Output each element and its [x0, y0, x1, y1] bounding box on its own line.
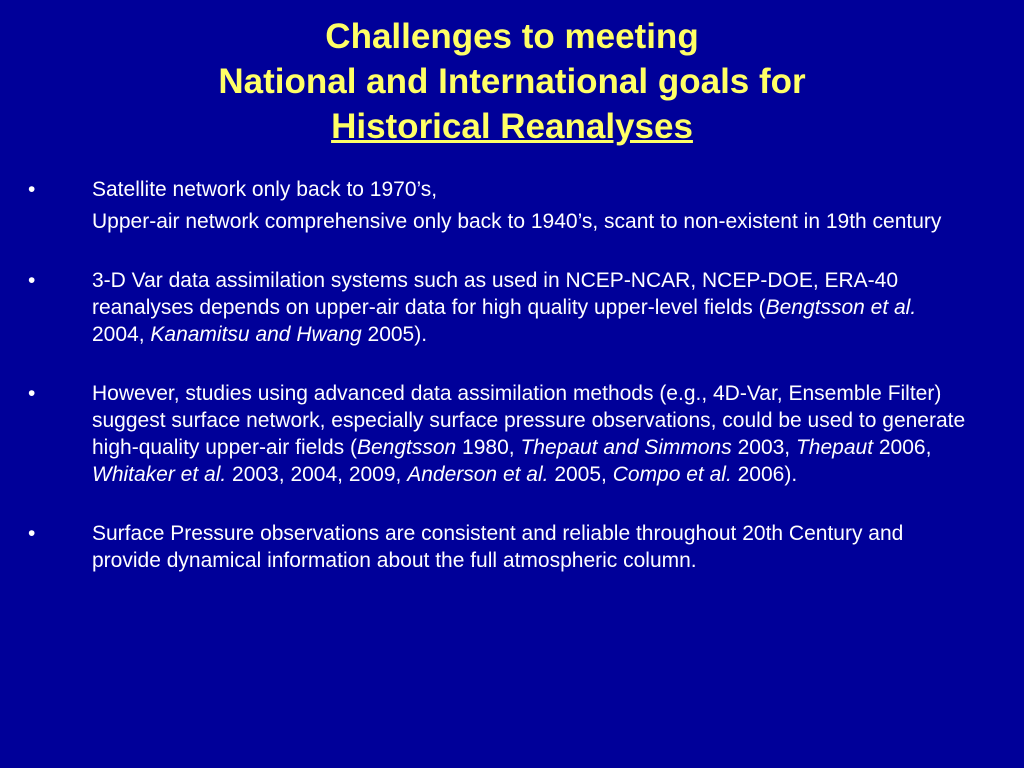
title-line-2: National and International goals for — [218, 62, 806, 101]
title-line-1: Challenges to meeting — [325, 17, 699, 56]
bullet-3-text — [92, 380, 972, 488]
citation-bengtsson-2004: Bengtsson et al. — [765, 296, 917, 319]
slide-title — [0, 14, 1024, 149]
bullet-2-text — [92, 267, 972, 348]
bullet-item-3 — [0, 380, 1024, 488]
citation-bengtsson-1980: Bengtsson — [356, 436, 457, 459]
bullet-list — [0, 176, 1024, 606]
bullet-3-text-part: 2006). — [731, 463, 798, 486]
citation-anderson: Anderson et al. — [407, 463, 549, 486]
bullet-3-text-part: 2006, — [873, 436, 932, 459]
bullet-marker: • — [28, 382, 36, 405]
bullet-2-text-part: 2004, — [92, 323, 151, 346]
bullet-3-text-part: 2005, — [548, 463, 613, 486]
bullet-item-1 — [0, 176, 1024, 235]
bullet-3-text-part: 1980, — [456, 436, 521, 459]
bullet-marker: • — [28, 269, 36, 292]
bullet-marker: • — [28, 178, 36, 201]
bullet-2-text-part: 3-D Var data assimilation systems such as used in NCEP-NCAR, NCEP-DOE, ERA-40 reanalyses depends on upper-air data for high quality upper-level fields ( — [92, 269, 899, 319]
citation-compo: Compo et al. — [612, 463, 732, 486]
bullet-4-text: Surface Pressure observations are consistent and reliable throughout 20th Century and provide dynamical information about the full atmospheric column. — [92, 522, 904, 572]
bullet-marker: • — [28, 522, 36, 545]
bullet-3-text-part: However, studies using advanced data assimilation methods (e.g., 4D-Var, Ensemble Filter) suggest surface network, especially surface pressure observations, could be used to generate high-quality upper-air fields ( — [92, 382, 966, 459]
citation-thepaut: Thepaut — [795, 436, 874, 459]
bullet-1-text-1: Satellite network only back to 1970’s, — [92, 178, 438, 201]
bullet-3-text-part: 2003, 2004, 2009, — [226, 463, 408, 486]
title-line-3: Historical Reanalyses — [331, 107, 693, 146]
bullet-3-text-part: 2003, — [731, 436, 796, 459]
citation-whitaker: Whitaker et al. — [92, 463, 227, 486]
bullet-item-2 — [0, 267, 1024, 348]
bullet-item-4 — [0, 520, 1024, 574]
citation-kanamitsu-hwang: Kanamitsu and Hwang — [150, 323, 362, 346]
bullet-1-text-2: Upper-air network comprehensive only back to 1940’s, scant to non-existent in 19th century — [92, 210, 942, 233]
citation-thepaut-simmons: Thepaut and Simmons — [520, 436, 732, 459]
bullet-2-text-part: 2005). — [361, 323, 428, 346]
